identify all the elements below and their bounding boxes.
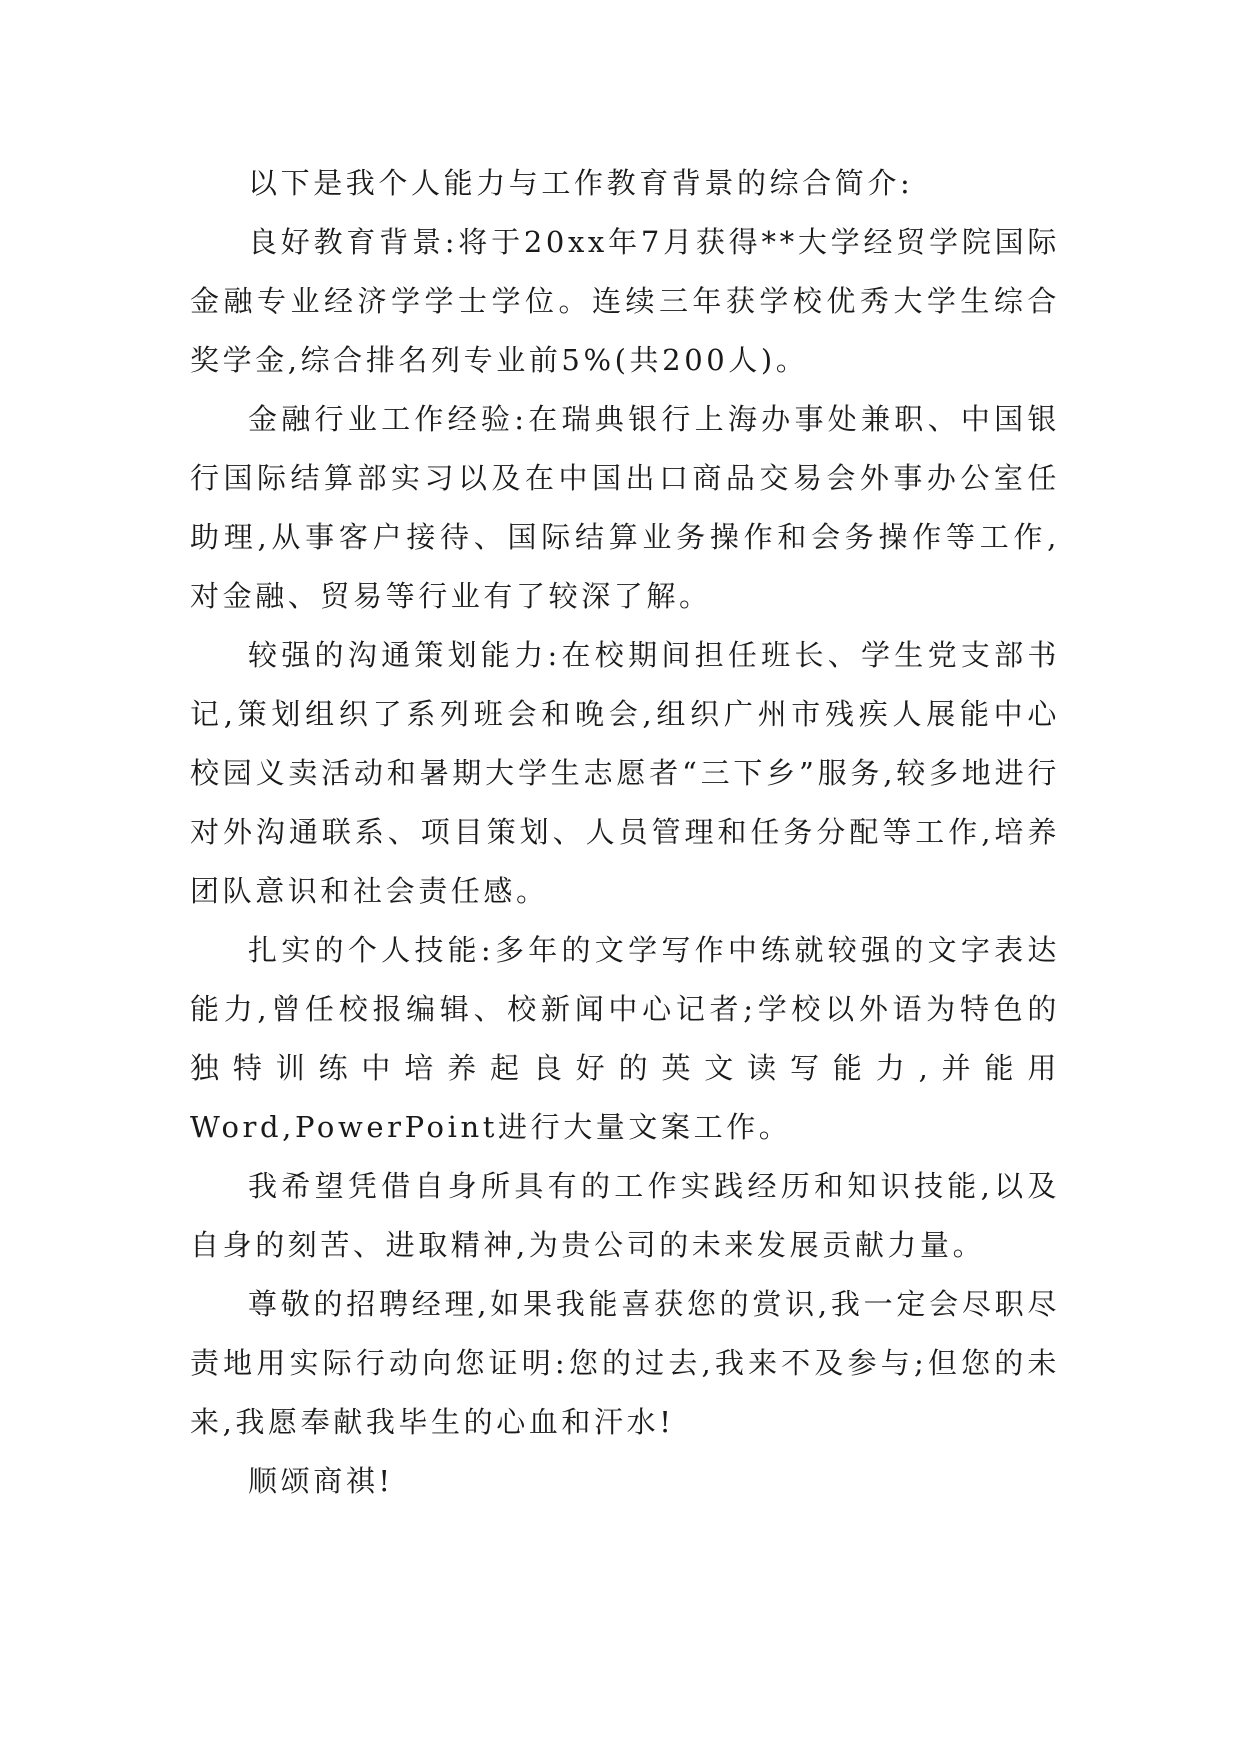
document-body [190, 154, 1060, 1511]
paragraph-hope: 我希望凭借自身所具有的工作实践经历和知识技能,以及自身的刻苦、进取精神,为贵公司的未来发展贡献力量。 [190, 1169, 1060, 1262]
paragraph-closing: 尊敬的招聘经理,如果我能喜获您的赏识,我一定会尽职尽责地用实际行动向您证明:您的过去,我来不及参与;但您的未来,我愿奉献我毕生的心血和汗水! [190, 1287, 1060, 1439]
paragraph-work-experience: 金融行业工作经验:在瑞典银行上海办事处兼职、中国银行国际结算部实习以及在中国出口商品交易会外事办公室任助理,从事客户接待、国际结算业务操作和会务操作等工作,对金融、贸易等行业有了较深了解。 [190, 402, 1060, 613]
paragraph-communication: 较强的沟通策划能力:在校期间担任班长、学生党支部书记,策划组织了系列班会和晚会,组织广州市残疾人展能中心校园义卖活动和暑期大学生志愿者“三下乡”服务,较多地进行对外沟通联系、项目策划、人员管理和任务分配等工作,培养团队意识和社会责任感。 [190, 638, 1060, 908]
paragraph-skills: 扎实的个人技能:多年的文学写作中练就较强的文字表达能力,曾任校报编辑、校新闻中心记者;学校以外语为特色的独特训练中培养起良好的英文读写能力,并能用Word,PowerPoint进行大量文案工作。 [190, 933, 1060, 1144]
paragraph-education: 良好教育背景:将于20xx年7月获得**大学经贸学院国际金融专业经济学学士学位。连续三年获学校优秀大学生综合奖学金,综合排名列专业前5%(共200人)。 [190, 225, 1060, 377]
paragraph-salutation: 顺颂商祺! [248, 1464, 394, 1498]
paragraph-intro: 以下是我个人能力与工作教育背景的综合简介: [248, 166, 914, 200]
